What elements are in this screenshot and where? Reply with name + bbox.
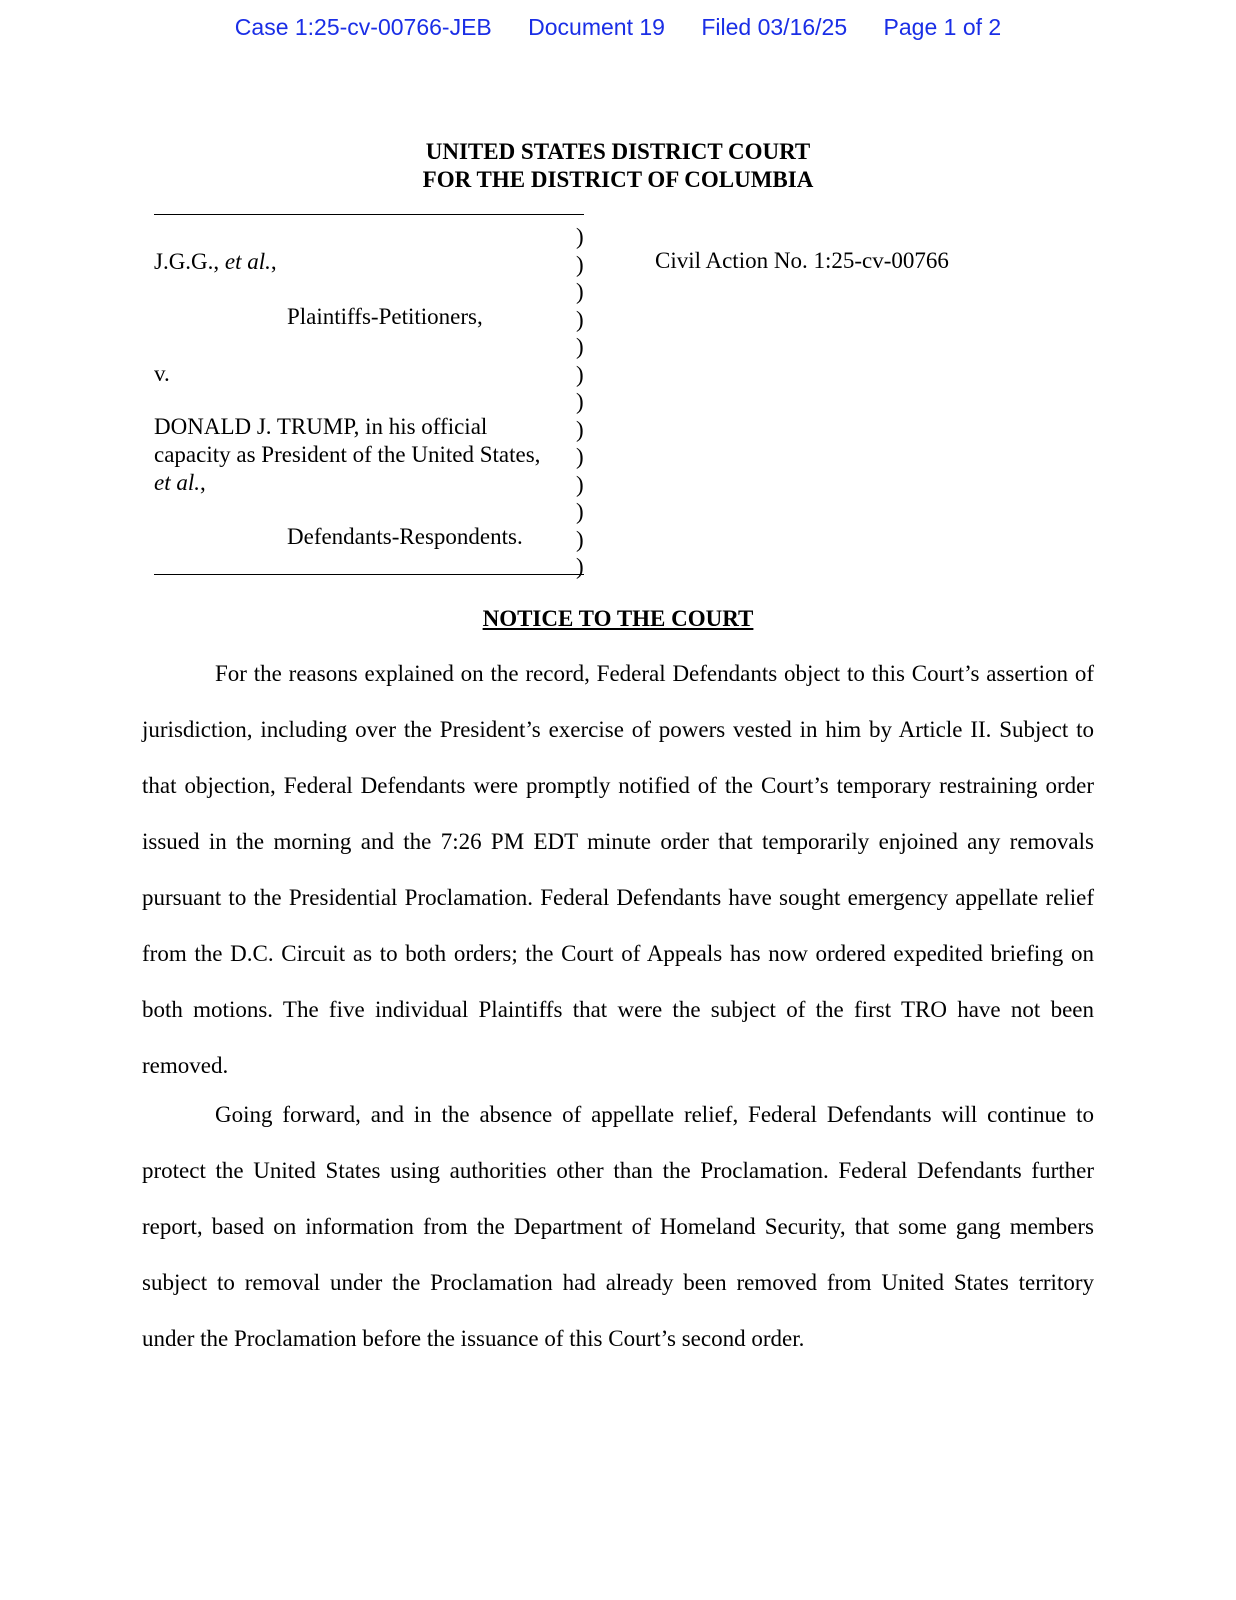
body-paragraph-1: For the reasons explained on the record, Federal Defendants object to this Court’s assertion of jurisdiction, including over the President’s exercise of powers vested in him by Article II. Subject to that objection, Federal Defendants were promptly notified of the Court’s temporary restraining order issued in the morning and the 7:26 PM EDT minute order that temporarily enjoined any removals pursuant to the Presidential Proclamation. Federal Defendants have sought emergency appellate relief from the D.C. Circuit as to both orders; the Court of Appeals has now ordered expedited briefing on both motions. The five individual Plaintiffs that were the subject of the first TRO have not been removed. bbox=[142, 661, 1094, 1078]
court-title-line2: FOR THE DISTRICT OF COLUMBIA bbox=[422, 167, 814, 192]
caption-bottom-rule bbox=[154, 574, 584, 575]
document-number: Document 19 bbox=[528, 14, 665, 40]
ecf-header-stamp bbox=[0, 14, 1236, 41]
filed-date: Filed 03/16/25 bbox=[701, 14, 848, 40]
notice-title: NOTICE TO THE COURT bbox=[482, 606, 754, 631]
court-title-line1: UNITED STATES DISTRICT COURT bbox=[425, 139, 811, 164]
versus: v. bbox=[154, 361, 170, 386]
court-title bbox=[0, 138, 1236, 194]
defendant-role: Defendants-Respondents. bbox=[287, 524, 523, 549]
civil-action-number: Civil Action No. 1:25-cv-00766 bbox=[655, 248, 949, 273]
page-count: Page 1 of 2 bbox=[883, 14, 1002, 40]
caption-top-rule bbox=[154, 214, 584, 215]
plaintiff-role: Plaintiffs-Petitioners, bbox=[287, 304, 483, 329]
body-paragraph-2: Going forward, and in the absence of appellate relief, Federal Defendants will continue to protect the United States using authorities other than the Proclamation. Federal Defendants further report, based on information from the Department of Homeland Security, that some gang members subject to removal under the Proclamation had already been removed from United States territory under the Proclamation before the issuance of this Court’s second order. bbox=[142, 1102, 1094, 1351]
case-number: Case 1:25-cv-00766-JEB bbox=[234, 14, 492, 40]
plaintiff-name: J.G.G., et al., bbox=[154, 249, 277, 274]
defendant-name: DONALD J. TRUMP, in his official capacity as President of the United States, et al., bbox=[154, 414, 541, 495]
caption-parentheses: ) ) ) ) ) ) ) ) ) ) ) ) ) bbox=[576, 224, 584, 579]
